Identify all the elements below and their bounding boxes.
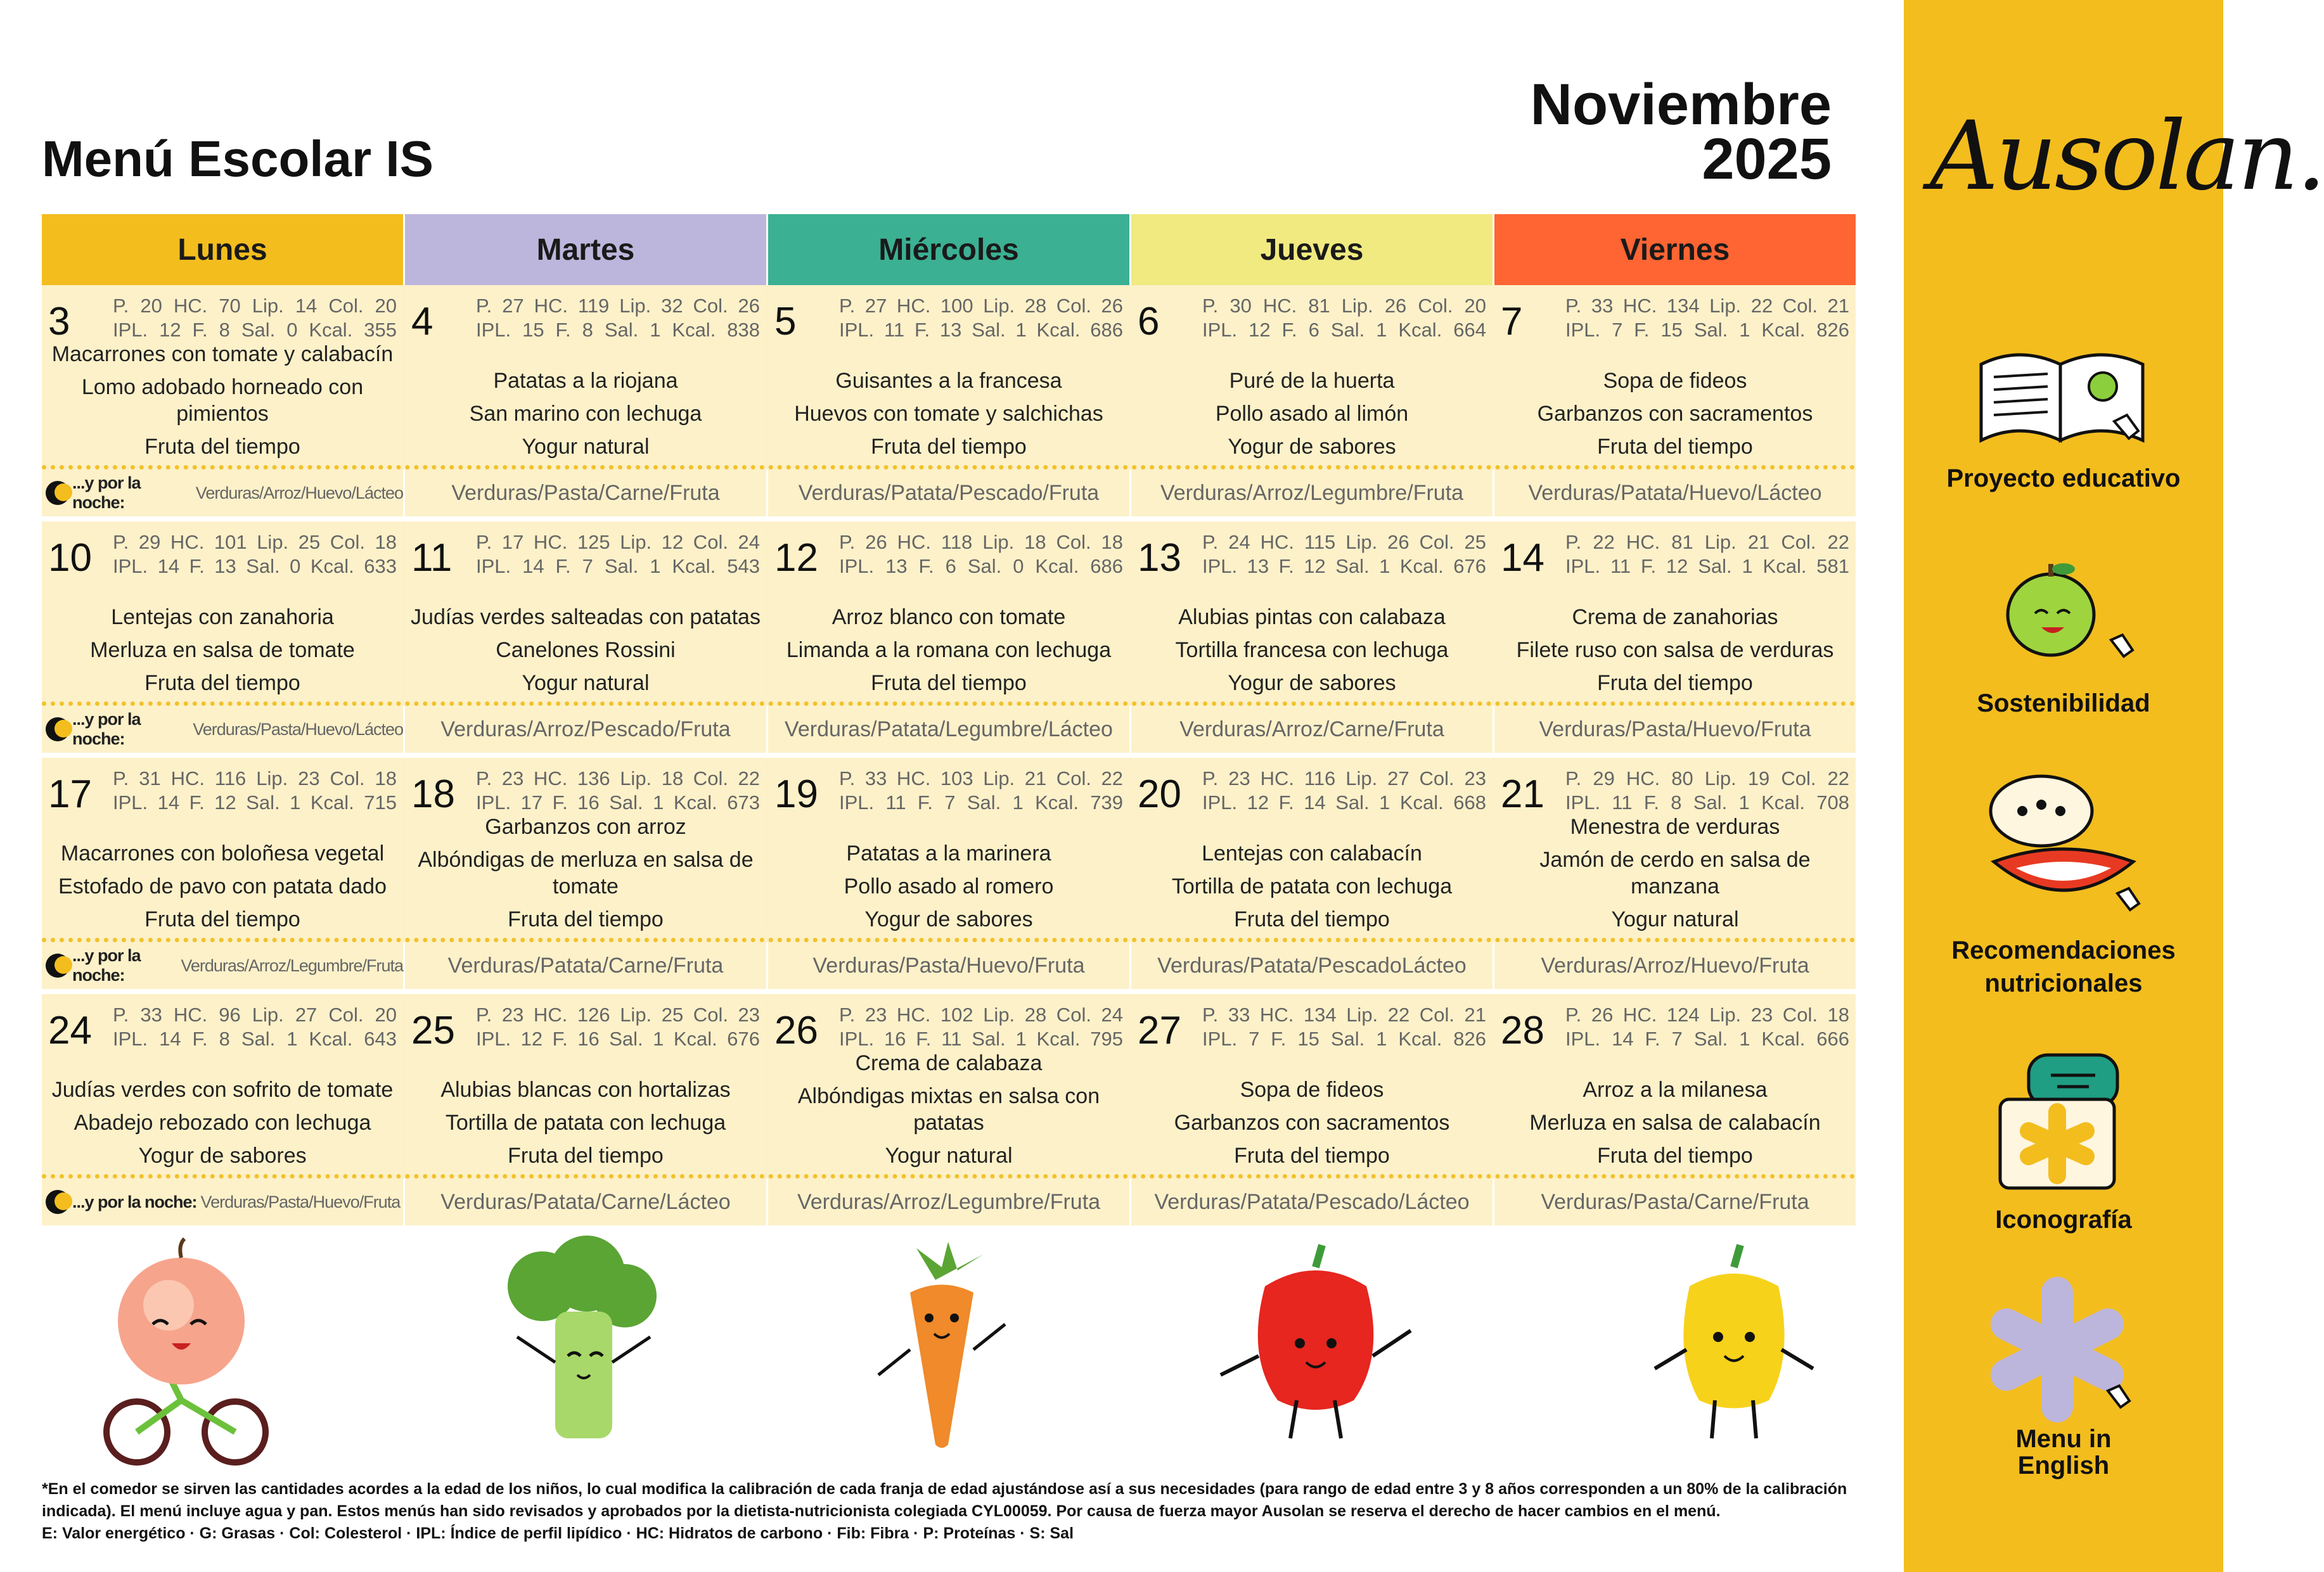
day-cell xyxy=(1131,758,1493,938)
apple-icon xyxy=(1981,551,2146,678)
dish-item: Albóndigas de merluza en salsa de tomate xyxy=(418,848,754,898)
night-menu: Verduras/Pasta/Carne/Fruta xyxy=(405,470,766,516)
day-cell xyxy=(1494,758,1856,938)
dish-item: Fruta del tiempo xyxy=(1597,671,1753,695)
weekday-header: Jueves xyxy=(1131,214,1493,285)
sidebar-item-proyecto-educativo[interactable] xyxy=(1916,339,2211,495)
weekday-header: Lunes xyxy=(42,214,403,285)
moon-icon xyxy=(46,1190,70,1214)
dish-item: Fruta del tiempo xyxy=(1234,1144,1390,1168)
day-cell xyxy=(1131,994,1493,1174)
day-number: 19 xyxy=(774,772,818,816)
nutrition-line: P. 33 HC. 134 Lip. 22 Col. 21 xyxy=(1202,1004,1486,1026)
day-number: 17 xyxy=(48,772,92,816)
dish-item: Garbanzos con arroz xyxy=(485,815,686,839)
week-row xyxy=(42,758,1856,942)
nutrition-info xyxy=(476,1003,760,1051)
sidebar-item-label: Iconografía xyxy=(1995,1206,2132,1234)
menu-grid xyxy=(42,214,1856,1230)
dish-item: Fruta del tiempo xyxy=(508,1144,664,1168)
day-number: 12 xyxy=(774,536,818,580)
dish-item: Jamón de cerdo en salsa de manzana xyxy=(1539,848,1811,898)
day-number: 13 xyxy=(1138,536,1181,580)
nutrition-line: IPL. 14 F. 8 Sal. 1 Kcal. 643 xyxy=(113,1028,397,1050)
night-menu-text: Verduras/Pasta/Huevo/Lácteo xyxy=(193,719,403,739)
dish-list xyxy=(1494,361,1856,460)
dish-item: Alubias blancas con hortalizas xyxy=(440,1078,731,1102)
day-cell xyxy=(1494,521,1856,701)
nutrition-line: P. 20 HC. 70 Lip. 14 Col. 20 xyxy=(113,295,397,317)
nutrition-info xyxy=(113,767,397,815)
nutrition-line: P. 26 HC. 124 Lip. 23 Col. 18 xyxy=(1565,1004,1849,1026)
day-number: 3 xyxy=(48,300,70,343)
dish-list xyxy=(768,834,1129,933)
day-cell xyxy=(405,521,766,701)
day-cell xyxy=(768,994,1129,1174)
night-menu: Verduras/Arroz/Pescado/Fruta xyxy=(405,706,766,753)
nutrition-line: IPL. 14 F. 13 Sal. 0 Kcal. 633 xyxy=(113,555,397,577)
nutrition-info xyxy=(1202,1003,1486,1051)
day-cell xyxy=(768,285,1129,465)
week-row xyxy=(42,994,1856,1179)
night-label: ...y por la noche: xyxy=(72,473,141,512)
month-label: Noviembre xyxy=(1530,72,1832,137)
dish-list xyxy=(42,1070,403,1169)
page-title: Menú Escolar IS xyxy=(42,131,433,187)
yellow-pepper-illustration xyxy=(1639,1242,1829,1457)
nutrition-line: IPL. 15 F. 8 Sal. 1 Kcal. 838 xyxy=(476,319,760,341)
dish-item: Tortilla de patata con lechuga xyxy=(445,1111,726,1135)
dish-list xyxy=(1131,597,1493,696)
dish-item: Pollo asado al romero xyxy=(844,874,1054,898)
dish-item: Patatas a la marinera xyxy=(846,841,1051,866)
dish-list xyxy=(405,1070,766,1169)
dish-item: Judías verdes con sofrito de tomate xyxy=(51,1078,394,1102)
week-row xyxy=(42,521,1856,706)
day-number: 6 xyxy=(1138,300,1160,343)
day-number: 11 xyxy=(411,536,453,580)
dish-item: Estofado de pavo con patata dado xyxy=(58,874,387,898)
nutrition-line: P. 23 HC. 126 Lip. 25 Col. 23 xyxy=(476,1004,760,1026)
brand-logo: Ausolan. xyxy=(1930,101,2324,212)
nutrition-line: P. 23 HC. 116 Lip. 27 Col. 23 xyxy=(1202,767,1486,789)
nutrition-line: IPL. 13 F. 6 Sal. 0 Kcal. 686 xyxy=(839,555,1123,577)
day-number: 10 xyxy=(48,536,92,580)
day-number: 25 xyxy=(411,1009,455,1052)
nutrition-info xyxy=(1565,530,1849,578)
nutrition-line: IPL. 11 F. 12 Sal. 1 Kcal. 581 xyxy=(1565,555,1849,577)
dish-list xyxy=(768,597,1129,696)
weekday-header: Viernes xyxy=(1494,214,1856,285)
sidebar-item-sostenibilidad[interactable] xyxy=(1916,551,2211,720)
dish-list xyxy=(768,1044,1129,1169)
dish-item: Macarrones con tomate y calabacín xyxy=(51,342,394,366)
night-menu-text: Verduras/Pasta/Huevo/Fruta xyxy=(200,1192,401,1211)
book-icon xyxy=(1962,339,2165,453)
nutrition-info xyxy=(839,530,1123,578)
dish-item: Merluza en salsa de tomate xyxy=(90,638,355,662)
day-cell xyxy=(42,758,403,938)
day-cell xyxy=(42,994,403,1174)
dish-item: Fruta del tiempo xyxy=(144,907,300,931)
day-number: 27 xyxy=(1138,1009,1181,1052)
dish-item: Yogur natural xyxy=(1611,907,1739,931)
day-number: 14 xyxy=(1501,536,1544,580)
night-label: ...y por la noche: xyxy=(72,710,141,748)
dish-item: Judías verdes salteadas con patatas xyxy=(411,605,761,629)
nutrition-line: IPL. 12 F. 6 Sal. 1 Kcal. 664 xyxy=(1202,319,1486,341)
dish-item: Alubias pintas con calabaza xyxy=(1178,605,1446,629)
moon-icon xyxy=(46,481,70,505)
dish-item: Fruta del tiempo xyxy=(871,435,1027,459)
dish-item: Macarrones con boloñesa vegetal xyxy=(60,841,385,866)
night-menu: Verduras/Arroz/Huevo/Fruta xyxy=(1494,942,1856,989)
carrot-illustration xyxy=(866,1242,1018,1457)
nutrition-info xyxy=(839,767,1123,815)
dish-item: Fruta del tiempo xyxy=(871,671,1027,695)
sidebar-item-label: Proyecto educativo xyxy=(1946,464,2181,492)
day-number: 18 xyxy=(411,772,455,816)
night-row xyxy=(42,942,1856,989)
nutrition-line: IPL. 14 F. 12 Sal. 1 Kcal. 715 xyxy=(113,791,397,814)
illustrations xyxy=(42,1242,1856,1470)
sidebar-item-label: Sostenibilidad xyxy=(1977,689,2150,717)
nutrition-info xyxy=(1565,294,1849,342)
dish-item: Merluza en salsa de calabacín xyxy=(1529,1111,1821,1135)
speech-bubble-icon xyxy=(1968,767,2159,925)
day-number: 28 xyxy=(1501,1009,1544,1052)
sidebar-item-label: Menu in English xyxy=(2015,1425,2112,1479)
weekday-header-row xyxy=(42,214,1856,285)
nutrition-line: IPL. 11 F. 8 Sal. 1 Kcal. 708 xyxy=(1565,791,1849,814)
dish-item: Yogur natural xyxy=(522,435,650,459)
nutrition-line: IPL. 12 F. 14 Sal. 1 Kcal. 668 xyxy=(1202,791,1486,814)
nutrition-info xyxy=(1202,294,1486,342)
dish-item: Arroz a la milanesa xyxy=(1583,1078,1768,1102)
dish-list xyxy=(405,807,766,933)
dish-item: Canelones Rossini xyxy=(496,638,676,662)
asterisk-icon xyxy=(1981,1280,2146,1426)
night-menu: Verduras/Arroz/Carne/Fruta xyxy=(1131,706,1493,753)
dish-item: Sopa de fideos xyxy=(1240,1078,1384,1102)
night-menu: Verduras/Pasta/Huevo/Fruta xyxy=(1494,706,1856,753)
nutrition-line: P. 22 HC. 81 Lip. 21 Col. 22 xyxy=(1565,531,1849,553)
dish-item: Yogur de sabores xyxy=(138,1144,307,1168)
night-menu: Verduras/Patata/Pescado/Lácteo xyxy=(1131,1179,1493,1225)
nutrition-info xyxy=(113,1003,397,1051)
dish-item: Yogur de sabores xyxy=(1228,435,1396,459)
night-row xyxy=(42,706,1856,753)
dish-item: Garbanzos con sacramentos xyxy=(1174,1111,1450,1135)
weekday-header: Miércoles xyxy=(768,214,1129,285)
nutrition-line: IPL. 13 F. 12 Sal. 1 Kcal. 676 xyxy=(1202,555,1486,577)
dish-item: Abadejo rebozado con lechuga xyxy=(74,1111,371,1135)
nutrition-line: P. 33 HC. 96 Lip. 27 Col. 20 xyxy=(113,1004,397,1026)
day-cell xyxy=(405,285,766,465)
footer-note: *En el comedor se sirven las cantidades acordes a la edad de los niños, lo cual modifica la calibración de cada franja de edad ajustándose así a sus necesidades (para rango de edad entre 3 y 8 años corresponden a un 80% de la calibración indicada). El menú incluye agua y pan. Estos menús han sido revisados y aprobados por la dietista-nutricionista colegiada CYL00059. Por causa de fuerza mayor Ausolan se reserva el derecho de hacer cambios en el menú. xyxy=(42,1480,1847,1520)
nutrition-line: P. 29 HC. 80 Lip. 19 Col. 22 xyxy=(1565,767,1849,789)
dish-item: Yogur de sabores xyxy=(1228,671,1396,695)
day-number: 20 xyxy=(1138,772,1181,816)
night-menu-text: Verduras/Arroz/Legumbre/Fruta xyxy=(181,955,403,975)
dish-item: Yogur natural xyxy=(522,671,650,695)
day-number: 5 xyxy=(774,300,797,343)
dish-item: Limanda a la romana con lechuga xyxy=(786,638,1112,662)
night-menu: Verduras/Pasta/Huevo/Fruta xyxy=(768,942,1129,989)
dish-item: Lentejas con calabacín xyxy=(1202,841,1422,866)
nutrition-line: IPL. 7 F. 15 Sal. 1 Kcal. 826 xyxy=(1565,319,1849,341)
dish-item: Fruta del tiempo xyxy=(144,435,300,459)
night-menu: Verduras/Patata/Legumbre/Lácteo xyxy=(768,706,1129,753)
dish-list xyxy=(1494,807,1856,933)
nutrition-info xyxy=(476,294,760,342)
night-menu: Verduras/Pasta/Carne/Fruta xyxy=(1494,1179,1856,1225)
nutrition-line: P. 24 HC. 115 Lip. 26 Col. 25 xyxy=(1202,531,1486,553)
sidebar-item-recomendaciones[interactable] xyxy=(1916,767,2211,1000)
nutrition-info xyxy=(1202,530,1486,578)
month-year xyxy=(1530,72,1832,191)
nutrition-line: P. 31 HC. 116 Lip. 23 Col. 18 xyxy=(113,767,397,789)
dish-item: Sopa de fideos xyxy=(1603,369,1747,393)
day-number: 21 xyxy=(1501,772,1544,816)
nutrition-line: P. 23 HC. 136 Lip. 18 Col. 22 xyxy=(476,767,760,789)
dish-item: Lentejas con zanahoria xyxy=(111,605,334,629)
dish-item: Tortilla francesa con lechuga xyxy=(1175,638,1449,662)
night-row xyxy=(42,1179,1856,1225)
day-cell xyxy=(1494,285,1856,465)
dish-item: Yogur natural xyxy=(885,1144,1013,1168)
dish-item: Albóndigas mixtas en salsa con patatas xyxy=(797,1084,1100,1135)
nutrition-info xyxy=(839,294,1123,342)
day-cell xyxy=(405,994,766,1174)
dish-item: Fruta del tiempo xyxy=(508,907,664,931)
dish-item: Yogur de sabores xyxy=(864,907,1033,931)
dish-item: Puré de la huerta xyxy=(1229,369,1395,393)
year-label: 2025 xyxy=(1702,127,1832,191)
day-cell xyxy=(1131,285,1493,465)
dish-list xyxy=(42,597,403,696)
day-cell xyxy=(1494,994,1856,1174)
night-menu: Verduras/Patata/Carne/Lácteo xyxy=(405,1179,766,1225)
dish-item: Lomo adobado horneado con pimientos xyxy=(81,375,364,426)
asterisk-card-icon xyxy=(1975,1042,2152,1194)
day-number: 26 xyxy=(774,1009,818,1052)
dish-item: Guisantes a la francesa xyxy=(835,369,1062,393)
day-number: 4 xyxy=(411,300,433,343)
dish-item: Tortilla de patata con lechuga xyxy=(1171,874,1453,898)
night-menu: Verduras/Patata/PescadoLácteo xyxy=(1131,942,1493,989)
nutrition-line: IPL. 14 F. 7 Sal. 1 Kcal. 543 xyxy=(476,555,760,577)
nutrition-line: P. 33 HC. 103 Lip. 21 Col. 22 xyxy=(839,767,1123,789)
night-label: ...y por la noche: xyxy=(72,946,141,985)
moon-icon xyxy=(46,717,70,741)
dish-item: Crema de calabaza xyxy=(855,1051,1043,1075)
dish-item: Filete ruso con salsa de verduras xyxy=(1516,638,1834,662)
night-row xyxy=(42,470,1856,516)
nutrition-line: P. 27 HC. 100 Lip. 28 Col. 26 xyxy=(839,295,1123,317)
weekday-header: Martes xyxy=(405,214,766,285)
nutrition-line: P. 33 HC. 134 Lip. 22 Col. 21 xyxy=(1565,295,1849,317)
dish-item: Fruta del tiempo xyxy=(144,671,300,695)
dish-item: Menestra de verduras xyxy=(1570,815,1780,839)
dish-list xyxy=(1131,834,1493,933)
nutrition-line: P. 26 HC. 118 Lip. 18 Col. 18 xyxy=(839,531,1123,553)
moon-icon xyxy=(46,954,70,978)
nutrition-line: IPL. 7 F. 15 Sal. 1 Kcal. 826 xyxy=(1202,1028,1486,1050)
day-cell xyxy=(768,521,1129,701)
night-label: ...y por la noche: xyxy=(72,1192,197,1211)
day-number: 24 xyxy=(48,1009,92,1052)
footer-notes xyxy=(42,1478,1867,1545)
sidebar-item-menu-english[interactable] xyxy=(1916,1280,2211,1479)
night-menu xyxy=(42,1179,403,1225)
nutrition-line: IPL. 11 F. 13 Sal. 1 Kcal. 686 xyxy=(839,319,1123,341)
nutrition-line: P. 27 HC. 119 Lip. 32 Col. 26 xyxy=(476,295,760,317)
nutrition-line: IPL. 11 F. 7 Sal. 1 Kcal. 739 xyxy=(839,791,1123,814)
dish-list xyxy=(1131,1070,1493,1169)
night-menu: Verduras/Arroz/Legumbre/Fruta xyxy=(768,1179,1129,1225)
nutrition-line: IPL. 12 F. 8 Sal. 0 Kcal. 355 xyxy=(113,319,397,341)
nutrition-line: IPL. 17 F. 16 Sal. 1 Kcal. 673 xyxy=(476,791,760,814)
nutrition-line: IPL. 12 F. 16 Sal. 1 Kcal. 676 xyxy=(476,1028,760,1050)
dish-item: Huevos con tomate y salchichas xyxy=(794,402,1103,426)
night-menu xyxy=(42,706,403,753)
dish-item: Garbanzos con sacramentos xyxy=(1537,402,1813,426)
day-number: 7 xyxy=(1501,300,1523,343)
night-menu: Verduras/Patata/Carne/Fruta xyxy=(405,942,766,989)
dish-list xyxy=(1494,1070,1856,1169)
dish-item: Pollo asado al limón xyxy=(1215,402,1409,426)
dish-list xyxy=(1494,597,1856,696)
day-cell xyxy=(42,521,403,701)
footer-legend: E: Valor energético · G: Grasas · Col: Colesterol · IPL: Índice de perfil lipídico · HC: Hidratos de carbono · Fib: Fibra · P: Proteínas · S: Sal xyxy=(42,1524,1074,1542)
nutrition-line: IPL. 16 F. 11 Sal. 1 Kcal. 795 xyxy=(839,1028,1123,1050)
nutrition-info xyxy=(1202,767,1486,815)
nutrition-line: P. 23 HC. 102 Lip. 28 Col. 24 xyxy=(839,1004,1123,1026)
day-cell xyxy=(405,758,766,938)
nutrition-line: P. 30 HC. 81 Lip. 26 Col. 20 xyxy=(1202,295,1486,317)
sidebar-item-label: Recomendaciones nutricionales xyxy=(1951,936,2176,997)
sidebar-item-iconografia[interactable] xyxy=(1916,1042,2211,1236)
night-menu: Verduras/Patata/Huevo/Lácteo xyxy=(1494,470,1856,516)
nutrition-line: P. 17 HC. 125 Lip. 12 Col. 24 xyxy=(476,531,760,553)
nutrition-line: IPL. 14 F. 7 Sal. 1 Kcal. 666 xyxy=(1565,1028,1849,1050)
red-pepper-illustration xyxy=(1208,1242,1423,1457)
day-cell xyxy=(1131,521,1493,701)
dish-item: San marino con lechuga xyxy=(469,402,702,426)
dish-item: Arroz blanco con tomate xyxy=(831,605,1066,629)
broccoli-illustration xyxy=(485,1242,676,1457)
peach-bike-illustration xyxy=(93,1242,276,1470)
dish-item: Fruta del tiempo xyxy=(1597,1144,1753,1168)
day-cell xyxy=(768,758,1129,938)
dish-list xyxy=(768,361,1129,460)
dish-list xyxy=(1131,361,1493,460)
nutrition-info xyxy=(1565,1003,1849,1051)
night-menu-text: Verduras/Arroz/Huevo/Lácteo xyxy=(195,483,403,502)
nutrition-info xyxy=(476,530,760,578)
dish-item: Fruta del tiempo xyxy=(1234,907,1390,931)
dish-list xyxy=(405,361,766,460)
dish-list xyxy=(42,834,403,933)
dish-item: Patatas a la riojana xyxy=(493,369,678,393)
night-menu xyxy=(42,942,403,989)
nutrition-line: P. 29 HC. 101 Lip. 25 Col. 18 xyxy=(113,531,397,553)
night-menu xyxy=(42,470,403,516)
night-menu: Verduras/Patata/Pescado/Fruta xyxy=(768,470,1129,516)
dish-item: Fruta del tiempo xyxy=(1597,435,1753,459)
week-row xyxy=(42,285,1856,470)
night-menu: Verduras/Arroz/Legumbre/Fruta xyxy=(1131,470,1493,516)
day-cell xyxy=(42,285,403,465)
dish-item: Crema de zanahorias xyxy=(1572,605,1778,629)
dish-list xyxy=(42,335,403,460)
weeks-container xyxy=(42,285,1856,1225)
dish-list xyxy=(405,597,766,696)
nutrition-info xyxy=(113,530,397,578)
